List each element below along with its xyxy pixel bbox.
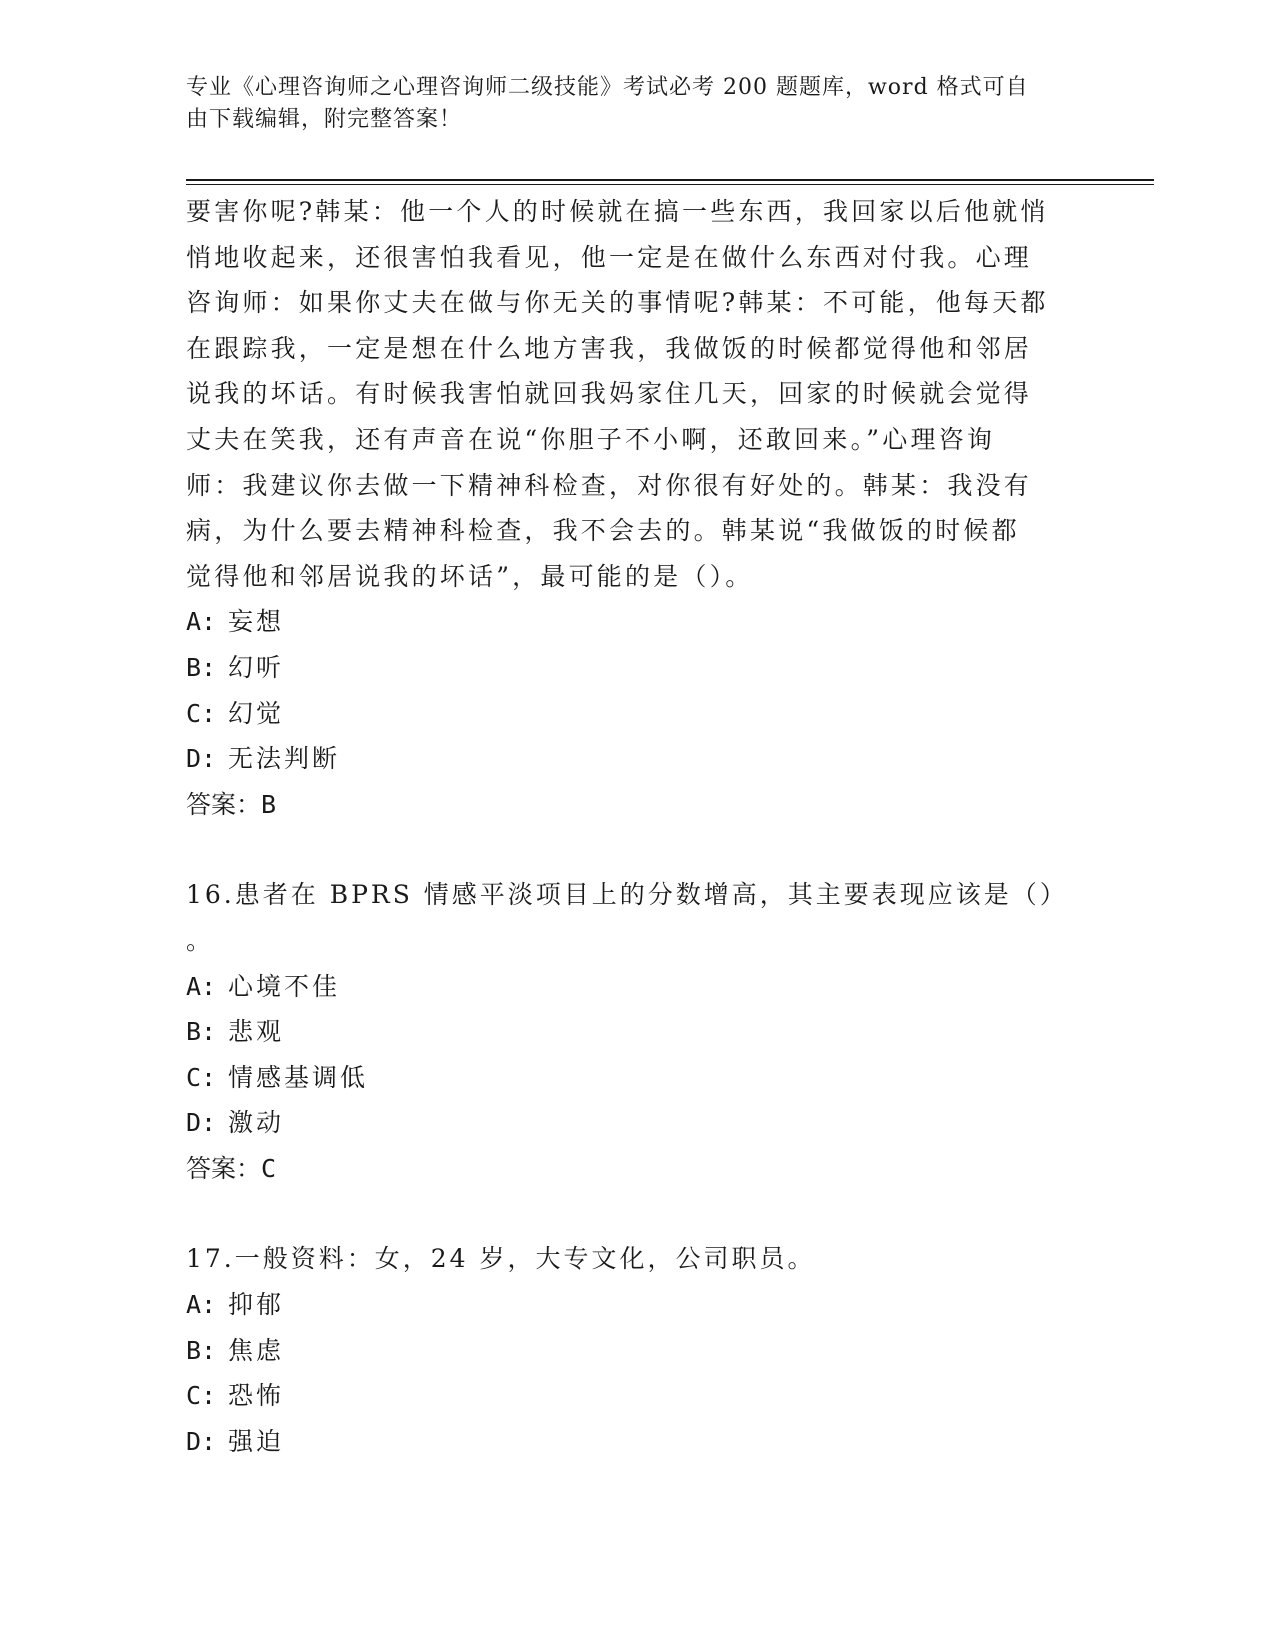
- question-15-option-a: [186, 599, 1086, 645]
- question-16-stem: 16.患者在 BPRS 情感平淡项目上的分数增高，其主要表现应该是（）: [186, 880, 1068, 910]
- option-text: 情感基调低: [228, 1062, 369, 1092]
- question-15-option-c: [186, 691, 1086, 737]
- option-text: 无法判断: [228, 744, 341, 774]
- document-body: [186, 189, 1086, 1464]
- question-15-line-3: 咨询师：如果你丈夫在做与你无关的事情呢?韩某：不可能，他每天都: [186, 288, 1049, 318]
- option-text: 悲观: [228, 1017, 285, 1047]
- answer-value: B: [261, 789, 277, 819]
- question-15: [186, 189, 1086, 827]
- option-letter: B:: [186, 652, 217, 682]
- question-15-answer: [186, 782, 1086, 828]
- question-17: [186, 1236, 1086, 1464]
- option-letter: A:: [186, 971, 217, 1001]
- question-17-stem: 17.一般资料：女，24 岁，大专文化，公司职员。: [186, 1244, 816, 1274]
- option-letter: D:: [186, 1426, 217, 1456]
- option-letter: C:: [186, 1381, 217, 1411]
- question-16: [186, 872, 1086, 1191]
- question-15-option-b: [186, 645, 1086, 691]
- spacer: [186, 1191, 1086, 1236]
- option-letter: C:: [186, 698, 217, 728]
- question-15-option-d: [186, 736, 1086, 782]
- answer-label: 答案：: [186, 789, 262, 819]
- option-text: 幻听: [228, 652, 285, 682]
- option-letter: A:: [186, 607, 217, 637]
- header-divider-thick: [186, 179, 1154, 181]
- option-text: 焦虑: [228, 1335, 285, 1365]
- question-15-line-2: 悄地收起来，还很害怕我看见，他一定是在做什么东西对付我。心理: [186, 242, 1033, 272]
- question-15-line-5: 说我的坏话。有时候我害怕就回我妈家住几天，回家的时候就会觉得: [186, 379, 1033, 409]
- answer-label: 答案：: [186, 1153, 262, 1183]
- option-text: 心境不佳: [228, 971, 341, 1001]
- option-letter: B:: [186, 1335, 217, 1365]
- answer-value: C: [261, 1153, 277, 1183]
- option-letter: A:: [186, 1290, 217, 1320]
- question-16-option-b: [186, 1009, 1086, 1055]
- option-letter: D:: [186, 744, 217, 774]
- option-letter: D:: [186, 1108, 217, 1138]
- option-text: 妄想: [228, 607, 285, 637]
- question-15-line-6: 丈夫在笑我，还有声音在说“你胆子不小啊，还敢回来。”心理咨询: [186, 424, 996, 454]
- question-17-option-a: [186, 1282, 1086, 1328]
- document-header: [186, 72, 1086, 136]
- question-17-option-b: [186, 1328, 1086, 1374]
- option-text: 强迫: [228, 1426, 285, 1456]
- option-letter: B:: [186, 1017, 217, 1047]
- question-16-stem-continued: 。: [186, 925, 215, 955]
- question-17-option-c: [186, 1373, 1086, 1419]
- option-text: 恐怖: [228, 1381, 285, 1411]
- header-line-2: 由下载编辑，附完整答案！: [186, 107, 463, 132]
- question-16-option-a: [186, 964, 1086, 1010]
- question-16-answer: [186, 1146, 1086, 1192]
- question-16-option-d: [186, 1100, 1086, 1146]
- option-letter: C:: [186, 1062, 217, 1092]
- question-15-line-4: 在跟踪我，一定是想在什么地方害我，我做饭的时候都觉得他和邻居: [186, 333, 1033, 363]
- header-divider-thin: [186, 184, 1154, 185]
- header-line-1: 专业《心理咨询师之心理咨询师二级技能》考试必考 200 题题库，word 格式可自: [186, 75, 1029, 100]
- spacer: [186, 827, 1086, 872]
- option-text: 幻觉: [228, 698, 285, 728]
- question-16-option-c: [186, 1055, 1086, 1101]
- question-15-line-1: 要害你呢?韩某：他一个人的时候就在搞一些东西，我回家以后他就悄: [186, 197, 1049, 226]
- question-15-line-8: 病，为什么要去精神科检查，我不会去的。韩某说“我做饭的时候都: [186, 516, 1020, 546]
- question-15-line-9: 觉得他和邻居说我的坏话”，最可能的是（）。: [186, 561, 754, 591]
- question-17-option-d: [186, 1419, 1086, 1465]
- question-15-line-7: 师：我建议你去做一下精神科检查，对你很有好处的。韩某：我没有: [186, 470, 1033, 500]
- option-text: 抑郁: [228, 1290, 285, 1320]
- option-text: 激动: [228, 1108, 285, 1138]
